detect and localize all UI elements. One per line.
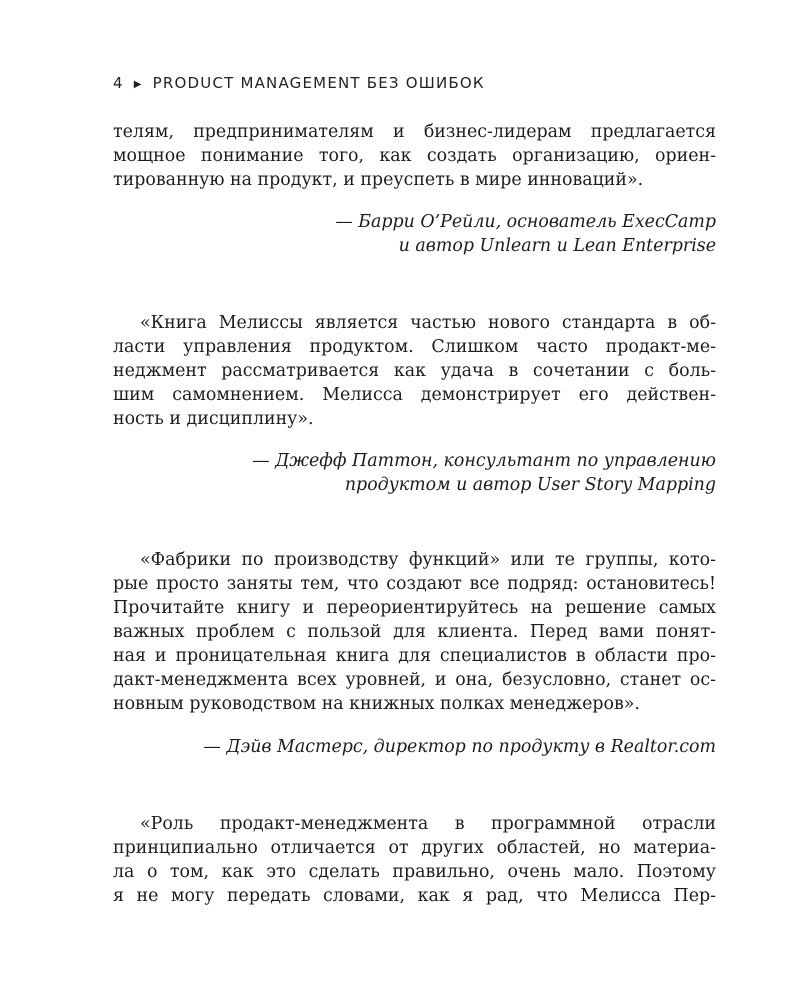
- quote-1-attribution: [335, 210, 716, 258]
- quote-line: мощное понимание того, как создать организацию, ориен-: [113, 146, 716, 166]
- quote-2-attribution: [252, 449, 716, 497]
- quote-line: неджмент рассматривается как удача в сочетании с боль-: [113, 361, 716, 381]
- book-title: PRODUCT MANAGEMENT БЕЗ ОШИБОК: [152, 74, 485, 92]
- quote-line: телям, предпринимателям и бизнес-лидерам предлагается: [113, 122, 716, 142]
- quote-line: «Книга Мелиссы является частью нового стандарта в об-: [140, 313, 716, 333]
- quote-line: шим самомнением. Мелисса демонстрирует его действен-: [113, 385, 716, 405]
- running-header: [113, 74, 485, 92]
- quote-2-text: [113, 311, 716, 431]
- quote-line: важных проблем с пользой для клиента. Перед вами понят-: [113, 622, 716, 642]
- attribution-line: и автор Unlearn и Lean Enterprise: [398, 236, 716, 256]
- quote-line: новным руководством на книжных полках менеджеров».: [113, 694, 640, 714]
- quote-line: дакт-менеджмента всех уровней, и она, безусловно, станет ос-: [113, 670, 716, 690]
- quote-line: «Фабрики по производству функций» или те группы, кото-: [140, 550, 716, 570]
- quote-line: ласти управления продуктом. Слишком часто продакт-ме-: [113, 337, 716, 357]
- quote-line: ла о том, как это сделать правильно, очень мало. Поэтому: [113, 862, 716, 882]
- attribution-line: — Дэйв Мастерс, директор по продукту в Realtor.com: [203, 737, 716, 757]
- quote-line: Прочитайте книгу и переориентируйтесь на решение самых: [113, 598, 716, 618]
- attribution-line: продуктом и автор User Story Mapping: [344, 475, 716, 495]
- quote-line: я не могу передать словами, как я рад, что Мелисса Пер-: [113, 886, 716, 906]
- page-number: 4: [113, 74, 124, 92]
- quote-line: ная и проницательная книга для специалистов в области про-: [113, 646, 716, 666]
- quote-1-text: [113, 120, 716, 192]
- quote-line: «Роль продакт-менеджмента в программной отрасли: [140, 814, 716, 834]
- quote-line: принципиально отличается от других областей, но материа-: [113, 838, 716, 858]
- attribution-line: — Джефф Паттон, консультант по управлению: [252, 451, 716, 471]
- quote-3-attribution: [203, 735, 716, 759]
- quote-3-text: [113, 548, 716, 716]
- quote-line: тированную на продукт, и преуспеть в мире инноваций».: [113, 170, 644, 190]
- attribution-line: — Барри О’Рейли, основатель ExecCamp: [335, 212, 716, 232]
- quote-line: рые просто заняты тем, что создают все подряд: остановитесь!: [113, 574, 716, 594]
- quote-line: ность и дисциплину».: [113, 409, 314, 429]
- triangle-arrow-icon: ▶: [133, 79, 143, 90]
- quote-4-text: [113, 812, 716, 908]
